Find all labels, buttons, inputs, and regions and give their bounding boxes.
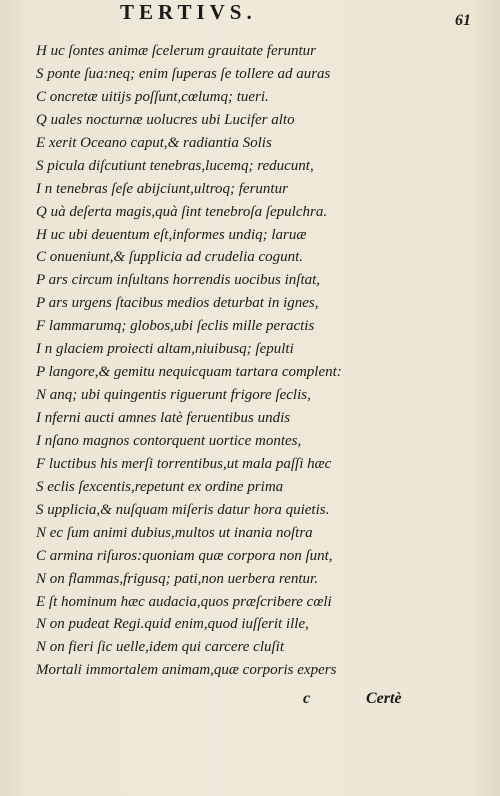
- verse-line: N on pudeat Regi.quid enim,quod iuſſerit ille,: [36, 616, 309, 633]
- page-number: 61: [455, 12, 471, 29]
- verse-line: I n tenebras ſeſe abijciunt,ultroq; feruntur: [36, 180, 288, 197]
- verse-line: S eclis ſexcentis,repetunt ex ordine prima: [36, 478, 284, 495]
- verse-line: N on fieri ſic uelle,idem qui carcere cluſit: [36, 639, 284, 656]
- verse-block: [36, 40, 476, 682]
- verse-line: P ars urgens ſtacibus medios deturbat in ignes,: [36, 295, 319, 312]
- verse-line: I nſano magnos contorquent uortice montes,: [36, 432, 302, 449]
- verse-line: N on flammas,frigusq; pati,non uerbera rentur.: [36, 570, 318, 587]
- running-head: TERTIVS.: [120, 0, 257, 24]
- signature-mark: c: [303, 690, 311, 707]
- verse-line: F luctibus his merſi torrentibus,ut mala paſſi hæc: [36, 455, 332, 472]
- verse-line: I nferni aucti amnes latè feruentibus undis: [36, 410, 291, 426]
- verse-line: C onueniunt,& ſupplicia ad crudelia cogunt.: [36, 249, 304, 266]
- verse-line: E ſt hominum hæc audacia,quos præſcribere cœli: [36, 593, 332, 610]
- verse-line: C armina riſuros:quoniam quæ corpora non ſunt,: [36, 547, 333, 564]
- verse-line: Q uà deſerta magis,quà ſint tenebroſa ſepulchra.: [36, 203, 328, 220]
- page-footer: [0, 690, 500, 714]
- verse-line: Mortali immortalem animam,quæ corporis expers: [36, 662, 337, 679]
- verse-line: Q uales nocturnæ uolucres ubi Lucifer alto: [36, 111, 295, 128]
- verse-line: H uc ubi deuentum eſt,informes undiq; laruæ: [36, 226, 307, 243]
- verse-line: H uc ſontes animæ ſcelerum grauitate feruntur: [36, 43, 316, 59]
- verse-line: S picula diſcutiunt tenebras,lucemq; reducunt,: [36, 157, 314, 174]
- verse-line: P ars circum inſultans horrendis uocibus inſtat,: [36, 272, 321, 289]
- catchword: Certè: [366, 690, 402, 707]
- verse-line: S ponte ſua:neq; enim ſuperas ſe tollere ad auras: [36, 65, 331, 82]
- verse-line: N ec ſum animi dubius,multos ut inania noſtra: [36, 524, 313, 541]
- verse-line: F lammarumq; globos,ubi ſeclis mille peractis: [36, 318, 315, 335]
- verse-line: S upplicia,& nuſquam miſeris datur hora quietis.: [36, 501, 330, 518]
- verse-line: P langore,& gemitu nequicquam tartara complent:: [36, 364, 342, 381]
- verse-line: E xerit Oceano caput,& radiantia Solis: [36, 134, 272, 151]
- verse-line: N anq; ubi quingentis riguerunt frigore ſeclis,: [36, 387, 311, 404]
- verse-line: C oncretæ uitijs poſſunt,cœlumq; tueri.: [36, 88, 269, 105]
- verse-line: I n glaciem proiecti altam,niuibusq; ſepulti: [36, 341, 294, 358]
